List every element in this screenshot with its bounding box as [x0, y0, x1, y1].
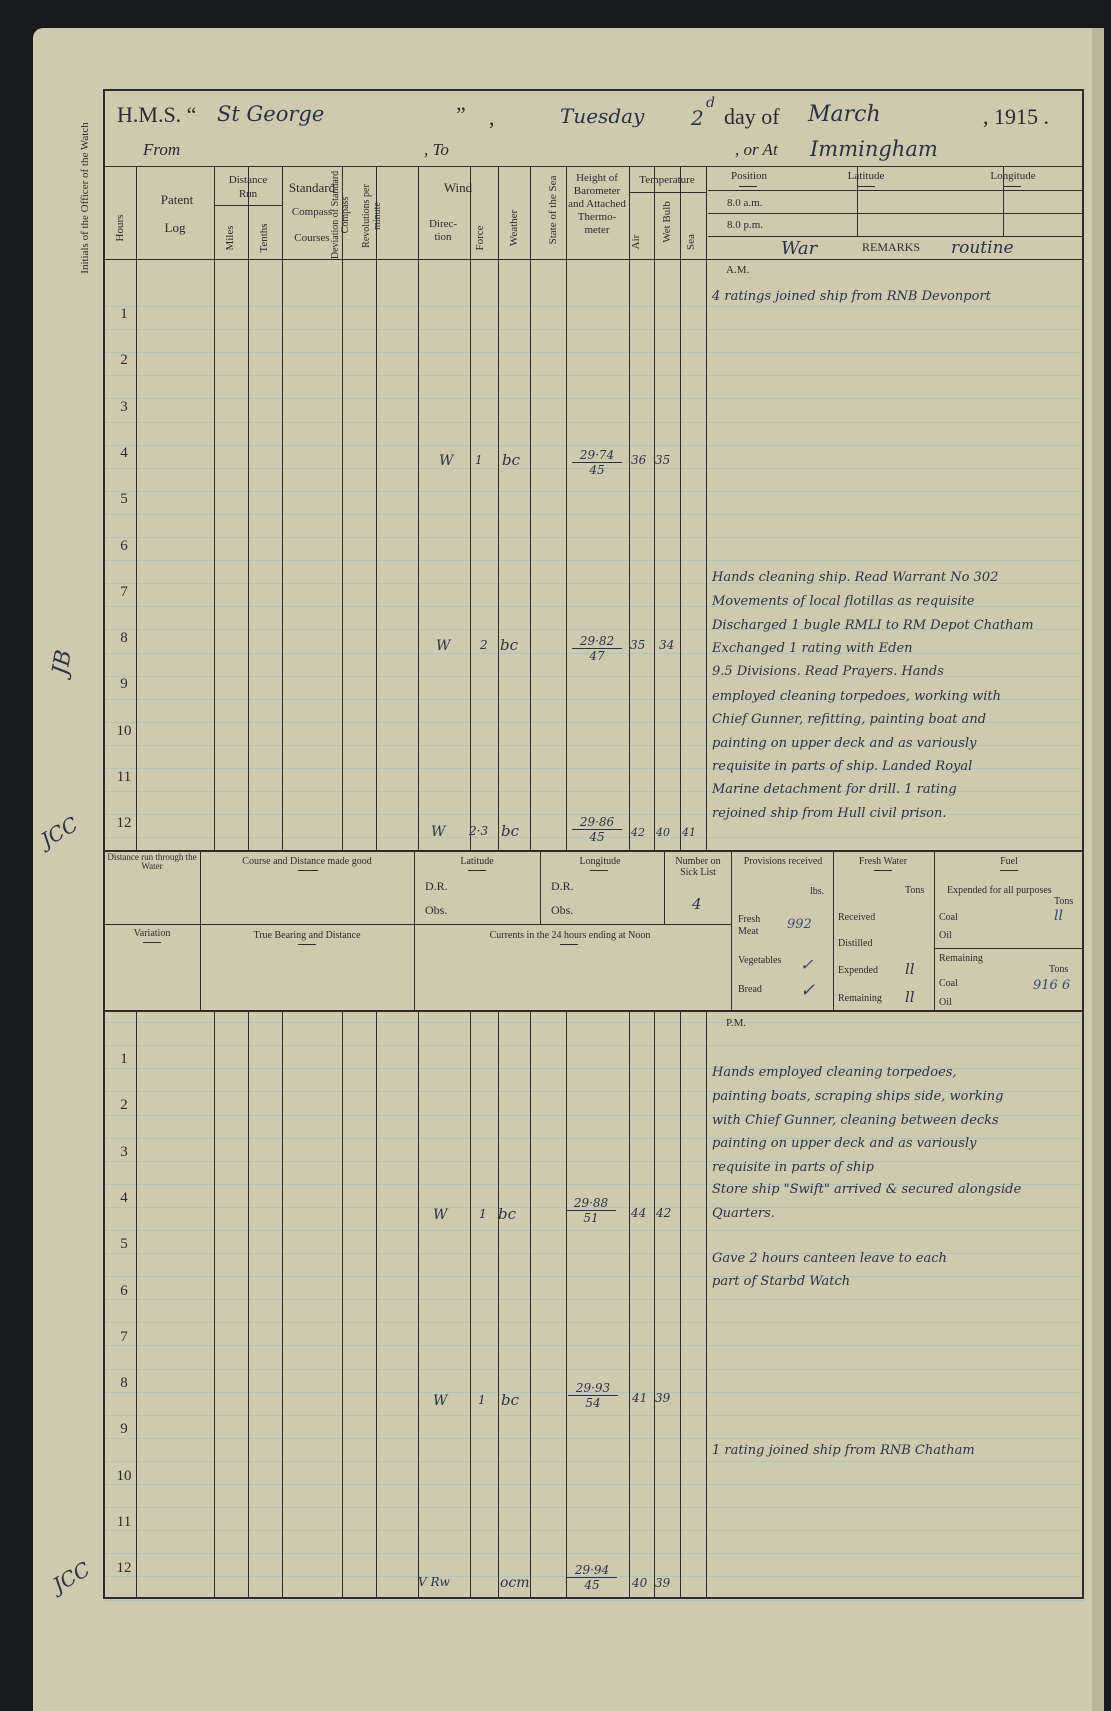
pm-hour-11: 11	[116, 1514, 132, 1530]
vegetables-label: Vegetables	[738, 955, 782, 966]
am-remark-line: painting on upper deck and as variously	[712, 736, 977, 751]
am-initials-1: JB	[48, 648, 77, 677]
pm-obs1-wet: 42	[656, 1206, 672, 1220]
pm-obs3-direction: V Rw	[418, 1575, 450, 1589]
pm-obs3-therm: 45	[584, 1578, 600, 1592]
am-label: A.M.	[726, 264, 750, 276]
noon-distance-run: Distance run through the Water	[107, 852, 197, 871]
bread-label: Bread	[738, 984, 762, 995]
am-hour-8: 8	[120, 630, 128, 646]
day-of-label: day of	[724, 104, 780, 129]
fresh-meat-label: Fresh Meat	[738, 914, 761, 937]
am-obs3-force: 2·3	[469, 824, 489, 838]
am-hour-11: 11	[116, 769, 132, 785]
pm-obs2-direction: W	[433, 1393, 448, 1409]
pm-hour-1: 1	[120, 1051, 128, 1067]
pm-label: P.M.	[726, 1017, 747, 1029]
fuel-tons-1: Tons	[1054, 896, 1074, 907]
fuel-heading: Fuel	[1000, 856, 1018, 867]
col-position: Position	[730, 170, 768, 182]
am-hour-6: 6	[120, 538, 128, 554]
am-hour-9: 9	[120, 676, 128, 692]
noon-course-distance: Course and Distance made good	[242, 856, 372, 867]
pm-obs2-therm: 54	[585, 1396, 601, 1410]
pm-obs1-baro: 29·88	[566, 1196, 616, 1211]
am-hour-10: 10	[116, 723, 132, 739]
col-miles: Miles	[224, 225, 236, 251]
coal-expended-value: ll	[1054, 908, 1063, 924]
pm-obs1-force: 1	[479, 1207, 487, 1221]
or-at-label: , or At	[735, 140, 778, 159]
col-air: Air	[630, 234, 642, 250]
side-label: Initials of the Officer of the Watch	[79, 122, 91, 274]
am-obs1-weather: bc	[502, 451, 521, 469]
expended-value: ll	[905, 960, 915, 978]
pm-hour-4: 4	[120, 1190, 128, 1206]
am-hour-4: 4	[120, 445, 128, 461]
oil-label-2: Oil	[939, 997, 952, 1008]
pm-obs1-direction: W	[433, 1207, 448, 1223]
am-obs2-barometer	[572, 634, 622, 663]
fresh-water-tons: Tons	[905, 885, 925, 896]
pm-hour-3: 3	[120, 1144, 128, 1160]
col-standard: Standard	[288, 180, 336, 195]
am-obs2-force: 2	[480, 638, 488, 652]
am-remark-line: 4 ratings joined ship from RNB Devonport	[712, 289, 991, 304]
pm-remark-line: Hands employed cleaning torpedoes,	[712, 1065, 957, 1080]
pm-remark-line: Store ship "Swift" arrived & secured alongside	[712, 1182, 1022, 1197]
pm-hour-2: 2	[120, 1097, 128, 1113]
col-run: Run	[238, 188, 258, 200]
col-tenths: Tenths	[258, 223, 270, 253]
col-state-of-sea: State of the Sea	[547, 175, 559, 245]
noon-obs-1: Obs.	[425, 903, 448, 917]
am-initials-2: JCC	[36, 811, 83, 853]
col-deviation: Deviation of Standard Compass	[330, 170, 351, 260]
am-obs3-weather: bc	[501, 822, 520, 840]
pm-time: 8.0 p.m.	[727, 219, 764, 231]
bread-value: ✓	[800, 980, 816, 1001]
col-log: Log	[164, 220, 186, 235]
pm-obs1-weather: bc	[498, 1205, 517, 1223]
col-compass: Compass	[291, 206, 333, 218]
col-hours: Hours	[114, 214, 126, 242]
noon-longitude: Longitude	[579, 856, 621, 867]
pm-hour-9: 9	[120, 1421, 128, 1437]
pm-remark-line: with Chief Gunner, cleaning between decks	[712, 1113, 999, 1128]
pm-remark-line: 1 rating joined ship from RNB Chatham	[712, 1443, 975, 1458]
am-remark-line: Marine detachment for drill. 1 rating	[712, 782, 957, 797]
am-hour-5: 5	[120, 491, 128, 507]
fuel-tons-2: Tons	[1049, 964, 1069, 975]
pm-remark-line: painting on upper deck and as variously	[712, 1136, 977, 1151]
am-hour-7: 7	[120, 584, 128, 600]
am-hour-3: 3	[120, 399, 128, 415]
page-edge	[1092, 28, 1104, 1711]
weekday: Tuesday	[560, 104, 645, 128]
pm-obs3-wet: 39	[655, 1576, 671, 1590]
coal-label-1: Coal	[939, 912, 958, 923]
remarks-heading: REMARKS	[862, 240, 921, 254]
pm-remark-line: painting boats, scraping ships side, working	[712, 1089, 1004, 1104]
pm-obs3-air: 40	[632, 1576, 648, 1590]
noon-dr-2: D.R.	[551, 879, 574, 893]
am-time: 8.0 a.m.	[727, 197, 763, 209]
am-obs2-direction: W	[436, 638, 451, 654]
am-remark-line: 9.5 Divisions. Read Prayers. Hands	[712, 664, 944, 679]
col-wet-bulb: Wet Bulb	[661, 201, 673, 243]
am-obs1-baro: 29·74	[572, 448, 622, 463]
col-longitude: Longitude	[990, 170, 1036, 182]
coal-remaining-value: 916 6	[1033, 978, 1071, 993]
expended-all-label: Expended for all purposes	[947, 885, 1052, 896]
pm-obs2-baro: 29·93	[568, 1381, 618, 1396]
am-obs1-barometer	[572, 448, 622, 477]
col-distance: Distance	[228, 174, 268, 186]
remarks-right: routine	[951, 238, 1014, 258]
am-remark-line: rejoined ship from Hull civil prison.	[712, 806, 947, 821]
col-sea: Sea	[685, 234, 697, 250]
am-obs1-therm: 45	[589, 463, 605, 477]
location: Immingham	[810, 137, 938, 161]
remaining-value: ll	[905, 988, 915, 1006]
from-label: From	[143, 140, 181, 159]
ship-name: St George	[217, 102, 325, 126]
pm-obs2-barometer	[568, 1381, 618, 1410]
col-revolutions: Revolutions per minute	[361, 184, 383, 248]
header-comma: ,	[489, 105, 495, 130]
am-obs2-therm: 47	[589, 649, 605, 663]
received-label: Received	[838, 912, 876, 923]
col-patent: Patent	[160, 192, 194, 207]
am-obs3-air: 42	[631, 826, 645, 839]
pm-obs1-air: 44	[631, 1206, 647, 1220]
col-barometer: Height of Barometer and Attached Thermo-meter	[568, 172, 626, 236]
am-obs3-direction: W	[431, 824, 446, 840]
distilled-label: Distilled	[838, 938, 873, 949]
am-obs1-wet: 35	[655, 453, 671, 467]
noon-obs-2: Obs.	[551, 903, 574, 917]
am-obs3-wet: 40	[656, 826, 670, 839]
am-obs2-baro: 29·82	[572, 634, 622, 649]
pm-obs2-force: 1	[478, 1393, 486, 1407]
am-hour-12: 12	[116, 815, 132, 831]
log-table	[103, 89, 1084, 1599]
ship-prefix: H.M.S. “	[117, 102, 197, 127]
am-remark-line: requisite in parts of ship. Landed Royal	[712, 759, 973, 774]
am-remark-line: Discharged 1 bugle RMLI to RM Depot Chatham	[712, 618, 1034, 633]
vegetables-value: ✓	[800, 955, 814, 974]
noon-sick-count: 4	[692, 895, 702, 913]
pm-remark-line: Gave 2 hours canteen leave to each	[712, 1251, 947, 1266]
am-obs1-direction: W	[439, 453, 454, 469]
am-obs1-force: 1	[475, 453, 483, 467]
pm-hour-6: 6	[120, 1283, 128, 1299]
noon-latitude: Latitude	[460, 856, 494, 867]
col-direction: Direc-tion	[428, 218, 458, 243]
pm-hour-10: 10	[116, 1468, 132, 1484]
pm-hour-5: 5	[120, 1236, 128, 1252]
month: March	[808, 102, 881, 127]
pm-obs3-weather: ocm	[500, 1575, 530, 1591]
col-force: Force	[474, 225, 486, 251]
am-obs3-baro: 29·86	[572, 815, 622, 830]
day-number: 2	[691, 106, 704, 130]
fresh-water-heading: Fresh Water	[858, 856, 908, 867]
noon-sick-list: Number on Sick List	[675, 856, 721, 878]
close-quote: ”	[456, 102, 466, 127]
pm-remark-line: part of Starbd Watch	[712, 1274, 851, 1289]
coal-label-2: Coal	[939, 978, 958, 989]
am-obs3-therm: 45	[589, 830, 605, 844]
remaining-label: Remaining	[838, 993, 882, 1004]
noon-dr-1: D.R.	[425, 879, 448, 893]
oil-label-1: Oil	[939, 930, 952, 941]
pm-remark-line: requisite in parts of ship	[712, 1160, 874, 1175]
col-temperature: Temperature	[639, 174, 695, 186]
am-remark-line: Movements of local flotillas as requisite	[712, 594, 975, 609]
am-hour-1: 1	[120, 306, 128, 322]
am-remark-line: employed cleaning torpedoes, working with	[712, 689, 1002, 704]
am-hour-2: 2	[120, 352, 128, 368]
pm-hour-12: 12	[116, 1560, 132, 1576]
am-remark-line: Chief Gunner, refitting, painting boat and	[712, 712, 987, 727]
am-remark-line: Hands cleaning ship. Read Warrant No 302	[712, 570, 999, 585]
am-obs2-wet: 34	[659, 638, 675, 652]
fuel-remaining-label: Remaining	[939, 953, 983, 964]
pm-obs3-barometer	[567, 1563, 617, 1592]
provisions-heading: Provisions received	[743, 856, 823, 867]
to-label: , To	[424, 140, 449, 159]
pm-hour-7: 7	[120, 1329, 128, 1345]
col-wind: Wind	[443, 180, 473, 195]
pm-obs1-therm: 51	[583, 1211, 599, 1225]
year: , 1915 .	[983, 104, 1049, 129]
am-remark-line: Exchanged 1 rating with Eden	[712, 641, 913, 656]
am-obs1-air: 36	[631, 453, 647, 467]
col-courses: Courses	[294, 232, 330, 244]
pm-remark-line: Quarters.	[712, 1206, 775, 1221]
noon-true-bearing: True Bearing and Distance	[253, 930, 361, 941]
col-latitude: Latitude	[847, 170, 885, 182]
remarks-left: War	[781, 238, 818, 259]
pm-obs1-barometer	[566, 1196, 616, 1225]
pm-initials: JCC	[48, 1556, 95, 1598]
pm-obs2-air: 41	[632, 1391, 648, 1405]
am-obs2-air: 35	[630, 638, 646, 652]
pm-obs3-baro: 29·94	[567, 1563, 617, 1578]
expended-label: Expended	[838, 965, 878, 976]
noon-currents: Currents in the 24 hours ending at Noon	[489, 930, 651, 941]
noon-variation: Variation	[133, 928, 171, 939]
pm-obs2-wet: 39	[655, 1391, 671, 1405]
am-obs2-weather: bc	[500, 636, 519, 654]
col-weather: Weather	[508, 209, 520, 247]
pm-hour-8: 8	[120, 1375, 128, 1391]
am-obs3-sea: 41	[682, 826, 696, 839]
fresh-meat-value: 992	[787, 917, 812, 932]
day-suffix: d	[706, 95, 715, 111]
am-obs3-barometer	[572, 815, 622, 844]
pm-obs2-weather: bc	[501, 1391, 520, 1409]
provisions-lbs: lbs.	[810, 886, 825, 897]
